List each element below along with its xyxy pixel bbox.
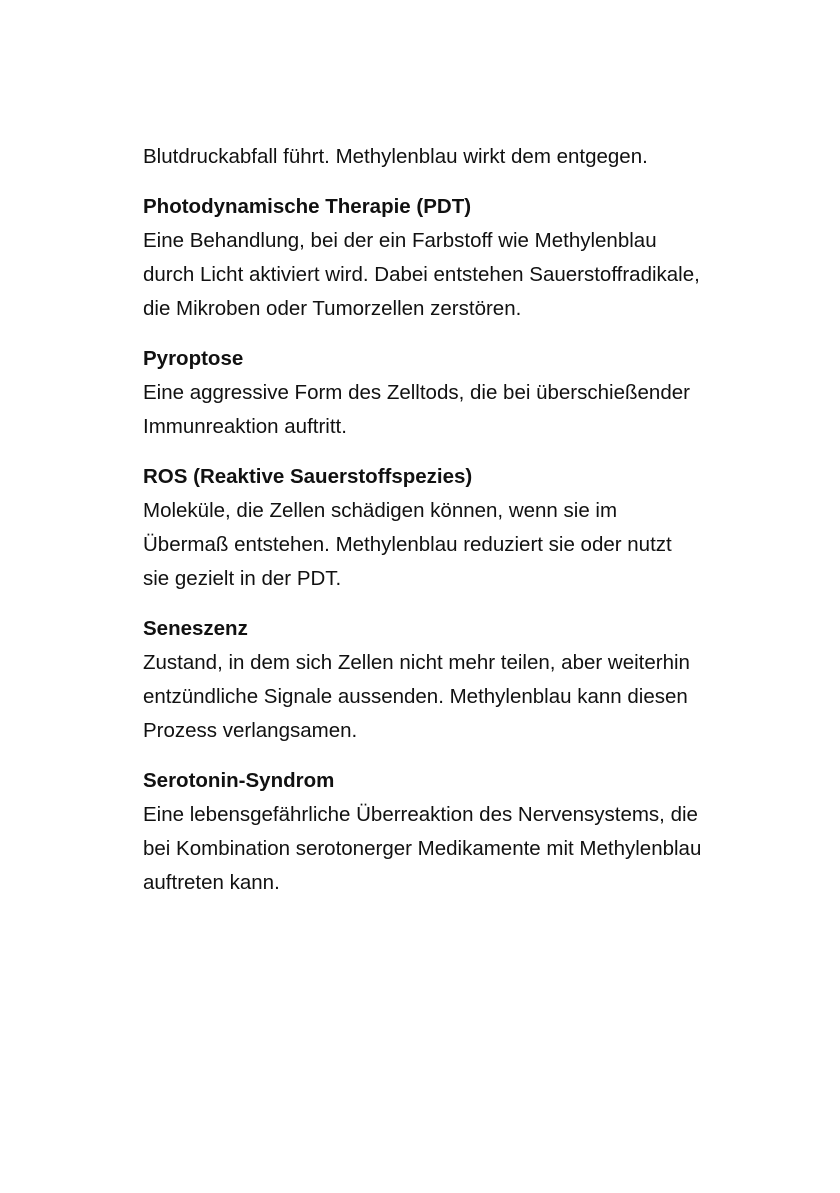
glossary-entry-pdt: [143, 190, 703, 326]
glossary-definition: Moleküle, die Zellen schädigen können, wenn sie im Übermaß entstehen. Methylenblau reduziert sie oder nutzt sie gezielt in der PDT.: [143, 499, 672, 590]
glossary-definition: Eine Behandlung, bei der ein Farbstoff wie Methylenblau durch Licht aktiviert wird. Dabei entstehen Sauerstoffradikale, die Mikroben oder Tumorzellen zerstören.: [143, 229, 700, 320]
glossary-entry-ros: [143, 460, 703, 596]
glossary-term: Seneszenz: [143, 617, 248, 640]
glossary-definition: Eine aggressive Form des Zelltods, die bei überschießender Immunreaktion auftritt.: [143, 381, 690, 438]
glossary-entry-pyroptose: [143, 342, 703, 444]
glossary-term: ROS (Reaktive Sauerstoffspezies): [143, 465, 473, 488]
glossary-page: [143, 140, 703, 900]
glossary-entry-serotonin-syndrom: [143, 764, 703, 900]
glossary-term: Pyroptose: [143, 347, 244, 370]
glossary-entry-seneszenz: [143, 612, 703, 748]
glossary-term: Serotonin-Syndrom: [143, 769, 335, 792]
intro-paragraph: Blutdruckabfall führt. Methylenblau wirkt dem entgegen.: [143, 145, 648, 168]
glossary-definition: Zustand, in dem sich Zellen nicht mehr teilen, aber weiterhin entzündliche Signale aussenden. Methylenblau kann diesen Prozess verlangsamen.: [143, 651, 690, 742]
glossary-term: Photodynamische Therapie (PDT): [143, 195, 472, 218]
glossary-definition: Eine lebensgefährliche Überreaktion des Nervensystems, die bei Kombination serotonerger Medikamente mit Methylenblau auftreten kann.: [143, 803, 702, 894]
